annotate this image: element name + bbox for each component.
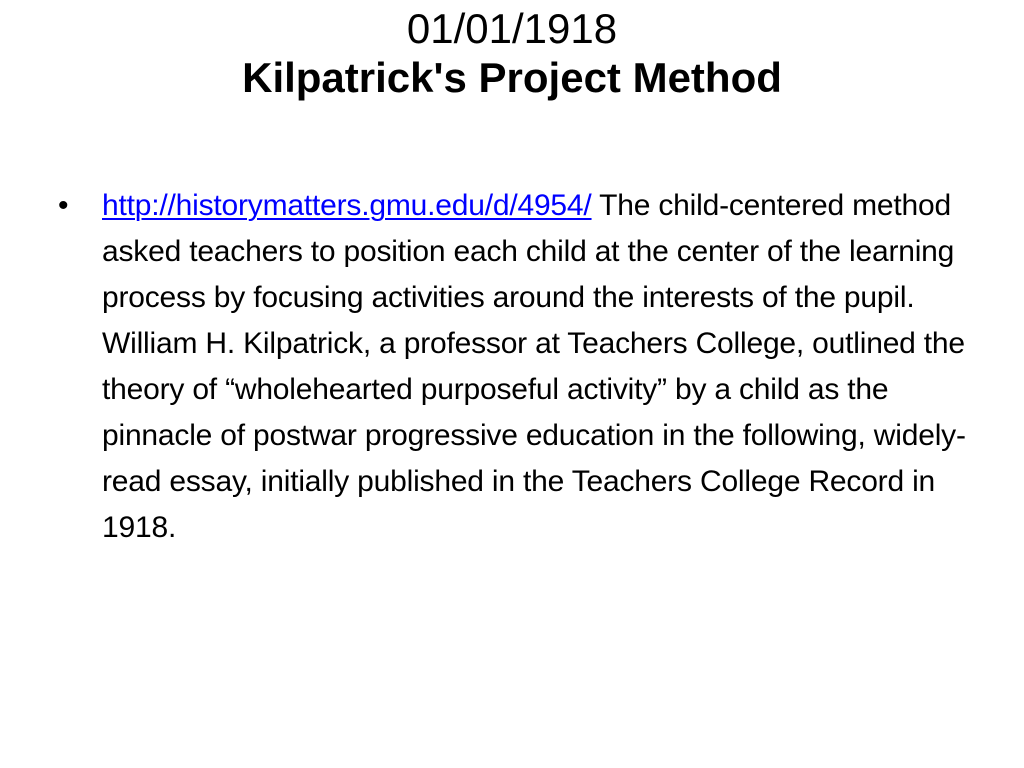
bullet-item bbox=[56, 183, 976, 551]
bullet-body-text: The child-centered method asked teachers to position each child at the center of the learning process by focusing activities around the interests of the pupil. William H. Kilpatrick, a professor at Teachers College, outlined the theory of “wholehearted purposeful activity” by a child as the pinnacle of postwar progressive education in the following, widely-read essay, initially published in the Teachers College Record in 1918. bbox=[102, 189, 966, 544]
slide-content bbox=[56, 183, 976, 551]
slide-title bbox=[60, 4, 964, 102]
history-matters-link[interactable]: http://historymatters.gmu.edu/d/4954/ bbox=[102, 189, 592, 222]
bullet-icon: • bbox=[58, 189, 69, 222]
bullet-text bbox=[102, 183, 976, 551]
title-heading: Kilpatrick's Project Method bbox=[242, 54, 782, 102]
title-date: 01/01/1918 bbox=[406, 5, 618, 52]
